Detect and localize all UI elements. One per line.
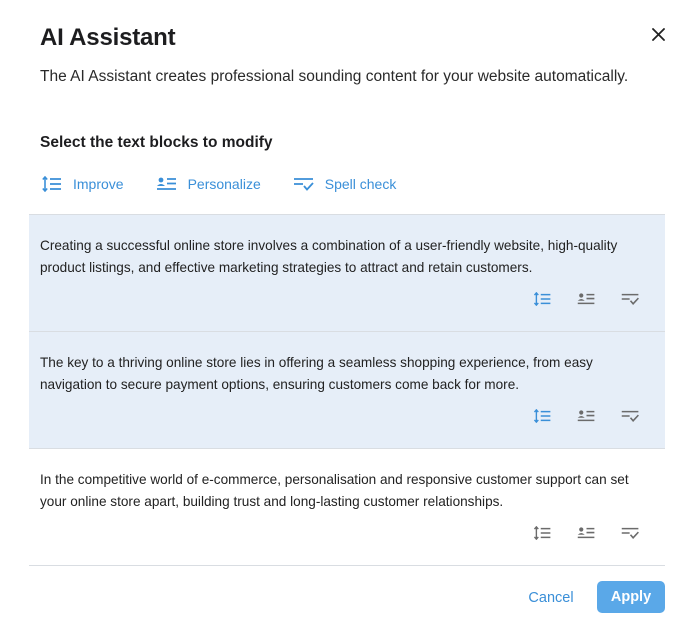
apply-button[interactable]: Apply bbox=[597, 581, 665, 613]
improve-label: Improve bbox=[73, 176, 124, 192]
personalize-icon bbox=[157, 176, 177, 192]
block-improve-button[interactable] bbox=[531, 291, 553, 307]
text-blocks-list bbox=[29, 214, 665, 566]
text-block[interactable] bbox=[29, 332, 665, 449]
cancel-button[interactable]: Cancel bbox=[528, 590, 574, 606]
bulk-actions-bar bbox=[42, 172, 429, 196]
close-button[interactable] bbox=[648, 24, 668, 44]
block-spell-check-button[interactable] bbox=[619, 408, 641, 424]
text-block-actions bbox=[509, 291, 641, 307]
personalize-icon bbox=[577, 526, 596, 540]
block-spell-check-button[interactable] bbox=[619, 291, 641, 307]
block-improve-button[interactable] bbox=[531, 525, 553, 541]
text-block-actions bbox=[509, 408, 641, 424]
spell-check-label: Spell check bbox=[324, 176, 397, 192]
block-spell-check-button[interactable] bbox=[619, 525, 641, 541]
text-block-content: The key to a thriving online store lies in offering a seamless shopping experience, from easy navigation to secure payment options, ensuring customers come back for more. bbox=[40, 355, 593, 392]
close-icon bbox=[652, 28, 665, 41]
text-block-actions bbox=[509, 525, 641, 541]
text-block[interactable] bbox=[29, 215, 665, 332]
text-block-content: Creating a successful online store involves a combination of a user-friendly website, high-quality product listings, and effective marketing strategies to attract and retain customers. bbox=[40, 238, 618, 275]
spell-check-icon bbox=[621, 409, 640, 423]
personalize-icon bbox=[577, 292, 596, 306]
improve-icon bbox=[42, 176, 62, 192]
block-personalize-button[interactable] bbox=[575, 291, 597, 307]
personalize-label: Personalize bbox=[187, 176, 261, 192]
improve-icon bbox=[533, 292, 552, 306]
text-block-content: In the competitive world of e-commerce, personalisation and responsive customer support can set your online store apart, building trust and long-lasting customer relationships. bbox=[40, 472, 629, 509]
block-personalize-button[interactable] bbox=[575, 408, 597, 424]
block-personalize-button[interactable] bbox=[575, 525, 597, 541]
spell-check-icon bbox=[621, 292, 640, 306]
personalize-icon bbox=[577, 409, 596, 423]
spell-check-icon bbox=[294, 176, 314, 192]
spell-check-all-button[interactable] bbox=[294, 176, 397, 192]
personalize-all-button[interactable] bbox=[157, 176, 261, 192]
improve-icon bbox=[533, 526, 552, 540]
block-improve-button[interactable] bbox=[531, 408, 553, 424]
section-title: Select the text blocks to modify bbox=[40, 134, 273, 151]
improve-icon bbox=[533, 409, 552, 423]
dialog-description: The AI Assistant creates professional sounding content for your website automatically. bbox=[40, 68, 629, 85]
text-block[interactable] bbox=[29, 449, 665, 566]
improve-all-button[interactable] bbox=[42, 176, 124, 192]
dialog-title: AI Assistant bbox=[40, 24, 176, 51]
spell-check-icon bbox=[621, 526, 640, 540]
